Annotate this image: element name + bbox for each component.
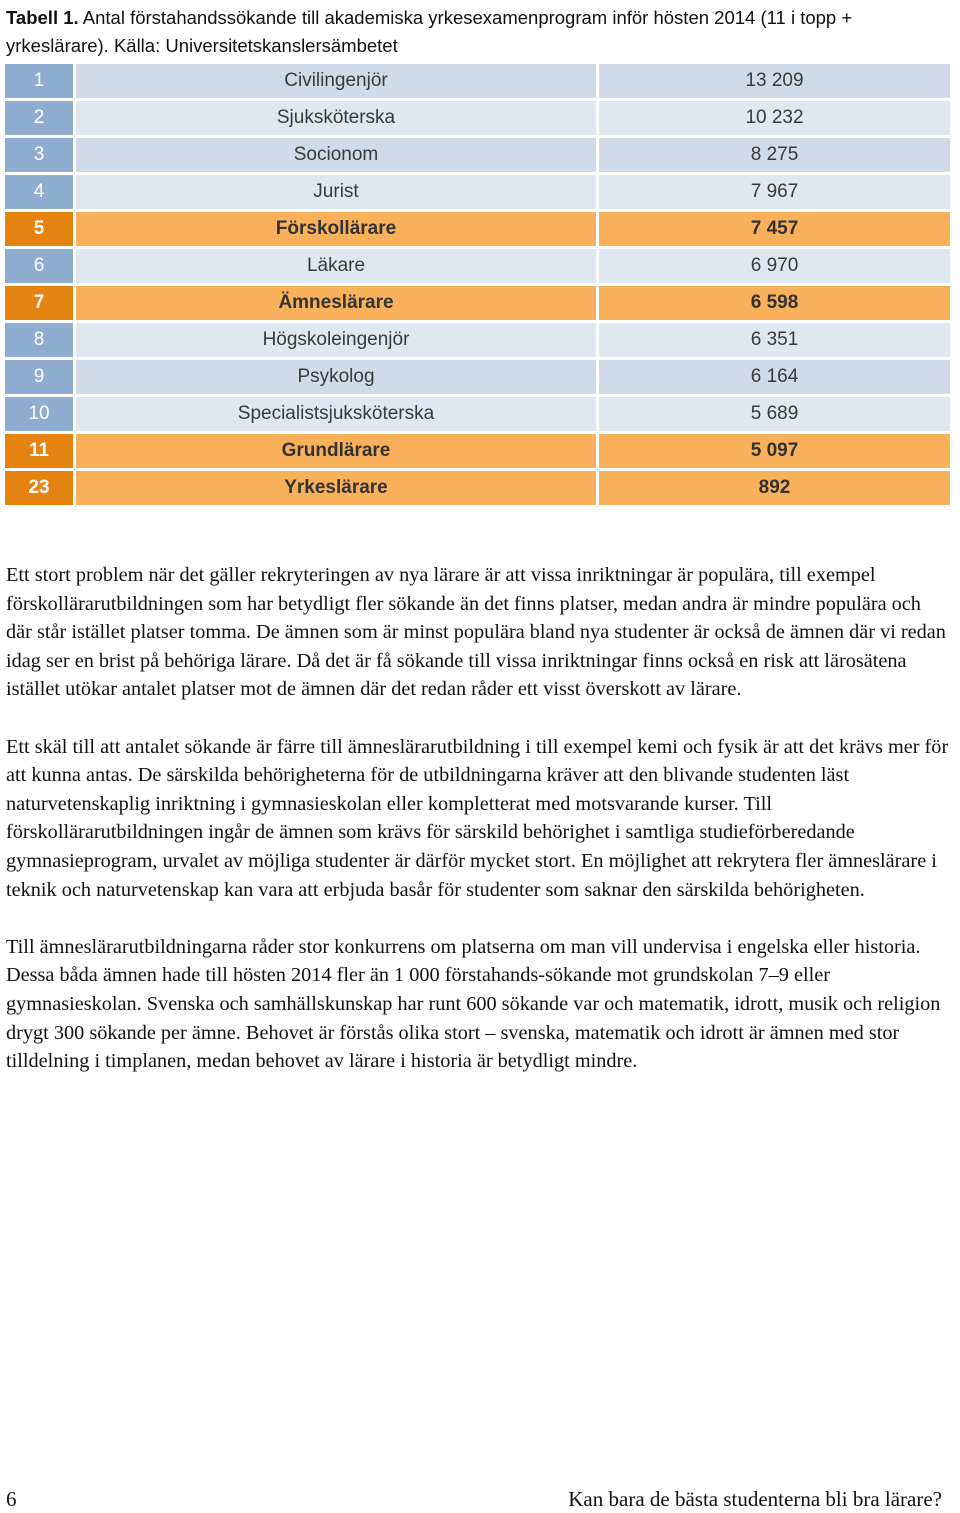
applicants-cell: 892 (599, 471, 950, 505)
running-title: Kan bara de bästa studenterna bli bra lärare? (568, 1487, 942, 1511)
table-row (5, 360, 950, 394)
applicants-cell: 5 097 (599, 434, 950, 468)
applicants-cell: 10 232 (599, 101, 950, 135)
program-cell: Socionom (76, 138, 596, 172)
page-number: 6 (6, 1487, 17, 1511)
table-row (5, 249, 950, 283)
applicants-cell: 7 967 (599, 175, 950, 209)
rank-cell: 9 (5, 360, 73, 394)
applicants-cell: 7 457 (599, 212, 950, 246)
rank-cell: 5 (5, 212, 73, 246)
applicants-cell: 8 275 (599, 138, 950, 172)
table-row (5, 323, 950, 357)
table-row (5, 64, 950, 98)
body-text (6, 561, 951, 1104)
applicants-cell: 6 351 (599, 323, 950, 357)
program-cell: Förskollärare (76, 212, 596, 246)
rank-cell: 10 (5, 397, 73, 431)
rank-cell: 8 (5, 323, 73, 357)
rank-cell: 7 (5, 286, 73, 320)
applicants-cell: 6 598 (599, 286, 950, 320)
program-cell: Civilingenjör (76, 64, 596, 98)
table-row (5, 138, 950, 172)
rank-cell: 11 (5, 434, 73, 468)
program-cell: Högskoleingenjör (76, 323, 596, 357)
paragraph: Till ämneslärarutbildningarna råder stor konkurrens om platserna om man vill undervisa i engelska eller historia. Dessa båda ämnen hade till hösten 2014 fler än 1 000 förstahands-sökande mot grundskolan 7–9 eller gymnasieskolan. Svenska och samhällskunskap har runt 600 sökande var och matematik, idrott, musik och religion drygt 300 sökande per ämne. Behovet är förstås olika stort – svenska, matematik och idrott är ämnen med stor tilldelning i timplanen, medan behovet av lärare i historia är betydligt mindre. (6, 935, 941, 1073)
program-cell: Jurist (76, 175, 596, 209)
applicants-table (2, 61, 953, 508)
table-row (5, 101, 950, 135)
table-row-highlighted (5, 286, 950, 320)
rank-cell: 2 (5, 101, 73, 135)
program-cell: Grundlärare (76, 434, 596, 468)
table-row-highlighted (5, 471, 950, 505)
applicants-cell: 6 970 (599, 249, 950, 283)
applicants-cell: 13 209 (599, 64, 950, 98)
rank-cell: 4 (5, 175, 73, 209)
page-footer (6, 1485, 942, 1513)
table-row-highlighted (5, 212, 950, 246)
program-cell: Specialistsjuksköterska (76, 397, 596, 431)
rank-cell: 3 (5, 138, 73, 172)
program-cell: Läkare (76, 249, 596, 283)
applicants-table-container (5, 64, 956, 508)
program-cell: Psykolog (76, 360, 596, 394)
caption-text: Antal förstahandssökande till akademiska yrkesexamenprogram inför hösten 2014 (11 i topp + yrkeslärare). Källa: Universitetskanslersämbetet (6, 7, 853, 56)
paragraph: Ett stort problem när det gäller rekryteringen av nya lärare är att vissa inriktningar är populära, till exempel förskollärarutbildningen som har betydligt fler sökande än det finns platser, medan andra är mindre populära och där står istället platser tomma. De ämnen som är minst populära bland nya studenter är också de ämnen där vi redan idag ser en brist på behöriga lärare. Då det är få sökande till vissa inriktningar finns också en risk att lärosätena istället utökar antalet platser mot de ämnen där det redan råder ett visst överskott av lärare. (6, 564, 946, 701)
applicants-cell: 6 164 (599, 360, 950, 394)
program-cell: Ämneslärare (76, 286, 596, 320)
table-row-highlighted (5, 434, 950, 468)
rank-cell: 23 (5, 471, 73, 505)
table-row (5, 175, 950, 209)
table-caption (6, 4, 946, 60)
table-row (5, 397, 950, 431)
program-cell: Yrkeslärare (76, 471, 596, 505)
caption-label: Tabell 1. (6, 7, 79, 28)
applicants-table-body (5, 64, 950, 505)
rank-cell: 1 (5, 64, 73, 98)
program-cell: Sjuksköterska (76, 101, 596, 135)
applicants-cell: 5 689 (599, 397, 950, 431)
paragraph: Ett skäl till att antalet sökande är färre till ämneslärarutbildning i till exempel kemi och fysik är att det krävs mer för att kunna antas. De särskilda behörigheterna för de utbildningarna kräver att den blivande studenten läst naturvetenskaplig inriktning i gymnasieskolan eller kompletterat med motsvarande kurser. Till förskollärarutbildningen ingår de ämnen som krävs för särskild behörighet i samtliga studieförberedande gymnasieprogram, urvalet av möjliga studenter är därför mycket stort. En möjlighet att rekrytera fler ämneslärare i teknik och naturvetenskap kan vara att erbjuda basår för studenter som saknar den särskilda behörigheten. (6, 735, 949, 901)
rank-cell: 6 (5, 249, 73, 283)
